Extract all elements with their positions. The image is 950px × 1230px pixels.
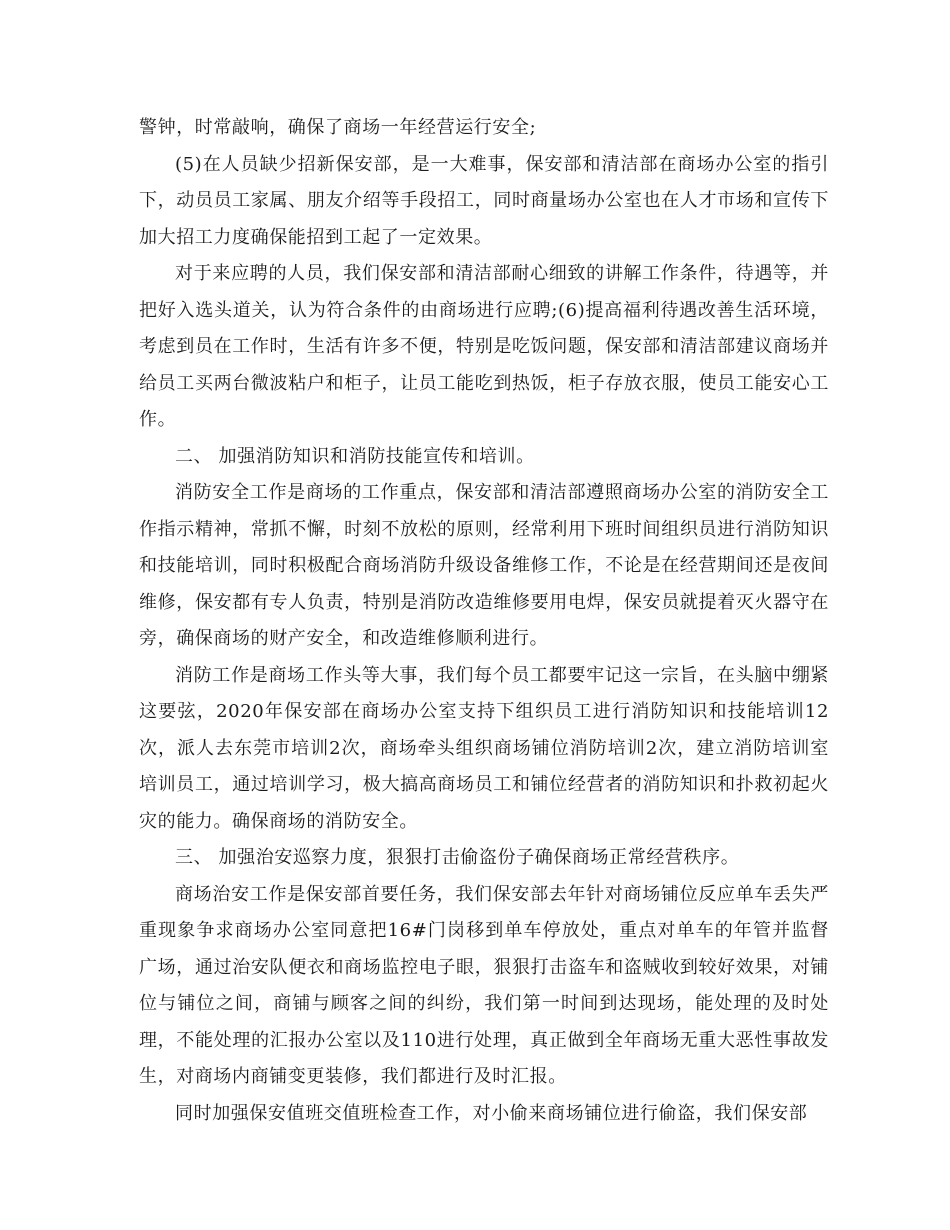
paragraph-continuation: 警钟，时常敲响，确保了商场一年经营运行安全; [139, 117, 537, 138]
document-body [139, 110, 829, 1132]
paragraph-security-work: 商场治安工作是保安部首要任务，我们保安部去年针对商场铺位反应单车丢失严重现象争求商场办公室同意把16#门岗移到单车停放处，重点对单车的年管并监督广场，通过治安队便衣和商场监控电子眼，狠狠打击盗车和盗贼收到较好效果，对铺位与铺位之间，商铺与顾客之间的纠纷，我们第一时间到达现场，能处理的及时处理，不能处理的汇报办公室以及110进行处理，真正做到全年商场无重大恶性事故发生，对商场内商铺变更装修，我们都进行及时汇报。 [139, 883, 829, 1087]
paragraph-applicants-welfare: 对于来应聘的人员，我们保安部和清洁部耐心细致的讲解工作条件，待遇等，并把好入选头道关，认为符合条件的由商场进行应聘;(6)提高福利待遇改善生活环境，考虑到员在工作时，生活有许多不便，特别是吃饭问题，保安部和清洁部建议商场并给员工买两台微波粘户和柜子，让员工能吃到热饭，柜子存放衣服，使员工能安心工作。 [139, 263, 829, 430]
paragraph-fire-training: 消防工作是商场工作头等大事，我们每个员工都要牢记这一宗旨，在头脑中绷紧这要弦，2020年保安部在商场办公室支持下组织员工进行消防知识和技能培训12次，派人去东莞市培训2次，商场牵头组织商场铺位消防培训2次，建立消防培训室培训员工，通过培训学习，极大搞高商场员工和铺位经营者的消防知识和扑救初起火灾的能力。确保商场的消防安全。 [139, 664, 829, 832]
section-heading-security-patrol: 三、 加强治安巡察力度，狠狠打击偷盗份子确保商场正常经营秩序。 [175, 847, 740, 868]
paragraph-recruitment: (5)在人员缺少招新保安部，是一大难事，保安部和清洁部在商场办公室的指引下，动员员工家属、朋友介绍等手段招工，同时商量场办公室也在人才市场和宣传下加大招工力度确保能招到工起了一定效果。 [139, 153, 829, 248]
section-heading-fire-training: 二、 加强消防知识和消防技能宣传和培训。 [175, 445, 535, 467]
paragraph-duty-checks: 同时加强保安值班交值班检查工作，对小偷来商场铺位进行偷盗，我们保安部 [175, 1102, 808, 1124]
paragraph-fire-safety: 消防安全工作是商场的工作重点，保安部和清洁部遵照商场办公室的消防安全工作指示精神，常抓不懈，时刻不放松的原则，经常利用下班时间组织员进行消防知识和技能培训，同时积极配合商场消防升级设备维修工作，不论是在经营期间还是夜间维修，保安都有专人负责，特别是消防改造维修要用电焊，保安员就提着灭火器守在旁，确保商场的财产安全，和改造维修顺利进行。 [139, 482, 829, 649]
